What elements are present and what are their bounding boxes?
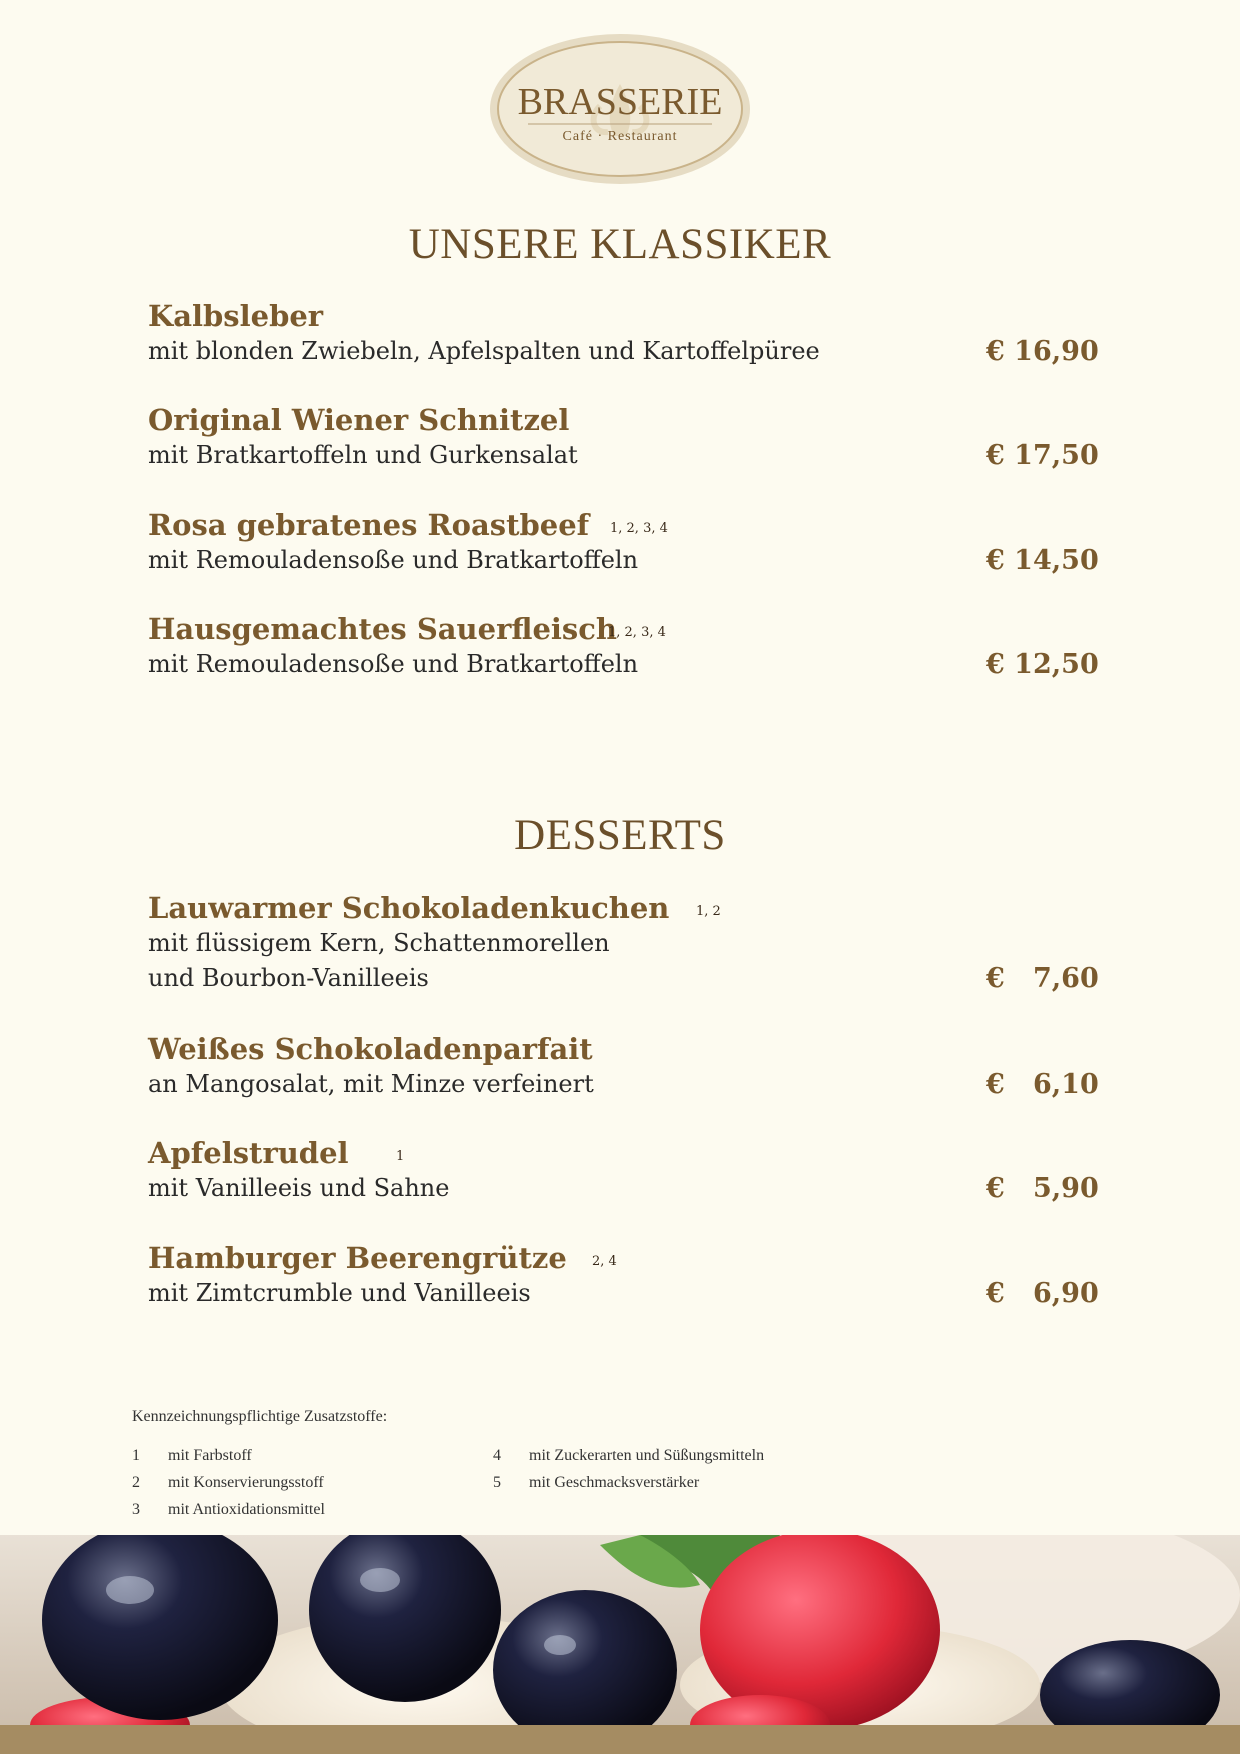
item-additives: 1, 2, 3, 4	[608, 625, 666, 640]
item-price: € 5,90	[986, 1173, 1099, 1204]
item-description: an Mangosalat, mit Minze verfeinert	[148, 1070, 594, 1098]
menu-item	[148, 1240, 1098, 1311]
item-name: Rosa gebratenes Roastbeef	[148, 508, 590, 542]
legend-num: 1	[132, 1447, 140, 1464]
item-name: Kalbsleber	[148, 299, 324, 333]
item-description: mit Bratkartoffeln und Gurkensalat	[148, 441, 578, 469]
legend-num: 3	[132, 1501, 140, 1518]
logo-tagline: Café · Restaurant	[562, 129, 678, 144]
item-price: € 12,50	[986, 649, 1099, 680]
menu-item	[148, 1031, 1098, 1102]
item-name: Apfelstrudel	[148, 1136, 349, 1170]
item-additives: 1, 2, 3, 4	[610, 521, 668, 536]
menu-item	[148, 1135, 1098, 1206]
item-name: Original Wiener Schnitzel	[148, 403, 570, 437]
item-description: mit Zimtcrumble und Vanilleeis	[148, 1279, 531, 1307]
legend-num: 5	[493, 1474, 501, 1491]
item-additives: 1, 2	[696, 904, 721, 919]
item-price: € 14,50	[986, 545, 1099, 576]
logo-name: BRASSERIE	[517, 81, 723, 123]
item-name: Weißes Schokoladenparfait	[148, 1032, 593, 1066]
item-price: € 7,60	[986, 963, 1099, 994]
item-additives: 1	[396, 1149, 405, 1164]
brasserie-logo	[488, 32, 752, 186]
item-description: mit Remouladensoße und Bratkartoffeln	[148, 650, 639, 678]
item-description: und Bourbon-Vanilleeis	[148, 964, 429, 992]
item-price: € 16,90	[986, 336, 1099, 367]
menu-item	[148, 890, 1098, 996]
legend-text: mit Geschmacksverstärker	[529, 1474, 700, 1491]
legend-title: Kennzeichnungspflichtige Zusatzstoffe:	[132, 1408, 388, 1425]
item-description: mit Remouladensoße und Bratkartoffeln	[148, 546, 639, 574]
legend-text: mit Konservierungsstoff	[168, 1474, 324, 1491]
legend-text: mit Farbstoff	[168, 1447, 252, 1464]
item-name: Hausgemachtes Sauerfleisch	[148, 612, 617, 646]
legend-text: mit Zuckerarten und Süßungsmitteln	[529, 1447, 765, 1464]
item-name: Lauwarmer Schokoladenkuchen	[148, 891, 670, 925]
section-title-desserts: DESSERTS	[514, 812, 726, 859]
legend-num: 2	[132, 1474, 140, 1491]
item-description: mit blonden Zwiebeln, Apfelspalten und Kartoffelpüree	[148, 337, 820, 365]
section-title-klassiker: UNSERE KLASSIKER	[408, 221, 832, 268]
menu-item	[148, 298, 1098, 369]
item-additives: 2, 4	[592, 1254, 617, 1269]
berries-photo	[0, 1535, 1240, 1725]
item-description: mit Vanilleeis und Sahne	[148, 1174, 450, 1202]
item-description: mit flüssigem Kern, Schattenmorellen	[148, 929, 610, 957]
menu-item	[148, 507, 1098, 578]
footer-band	[0, 1725, 1240, 1754]
item-price: € 6,90	[986, 1278, 1099, 1309]
legend-num: 4	[493, 1447, 501, 1464]
menu-item	[148, 402, 1098, 473]
legend-text: mit Antioxidationsmittel	[168, 1501, 325, 1518]
item-price: € 6,10	[986, 1069, 1099, 1100]
menu-item	[148, 611, 1098, 682]
item-price: € 17,50	[986, 440, 1099, 471]
item-name: Hamburger Beerengrütze	[148, 1241, 567, 1275]
